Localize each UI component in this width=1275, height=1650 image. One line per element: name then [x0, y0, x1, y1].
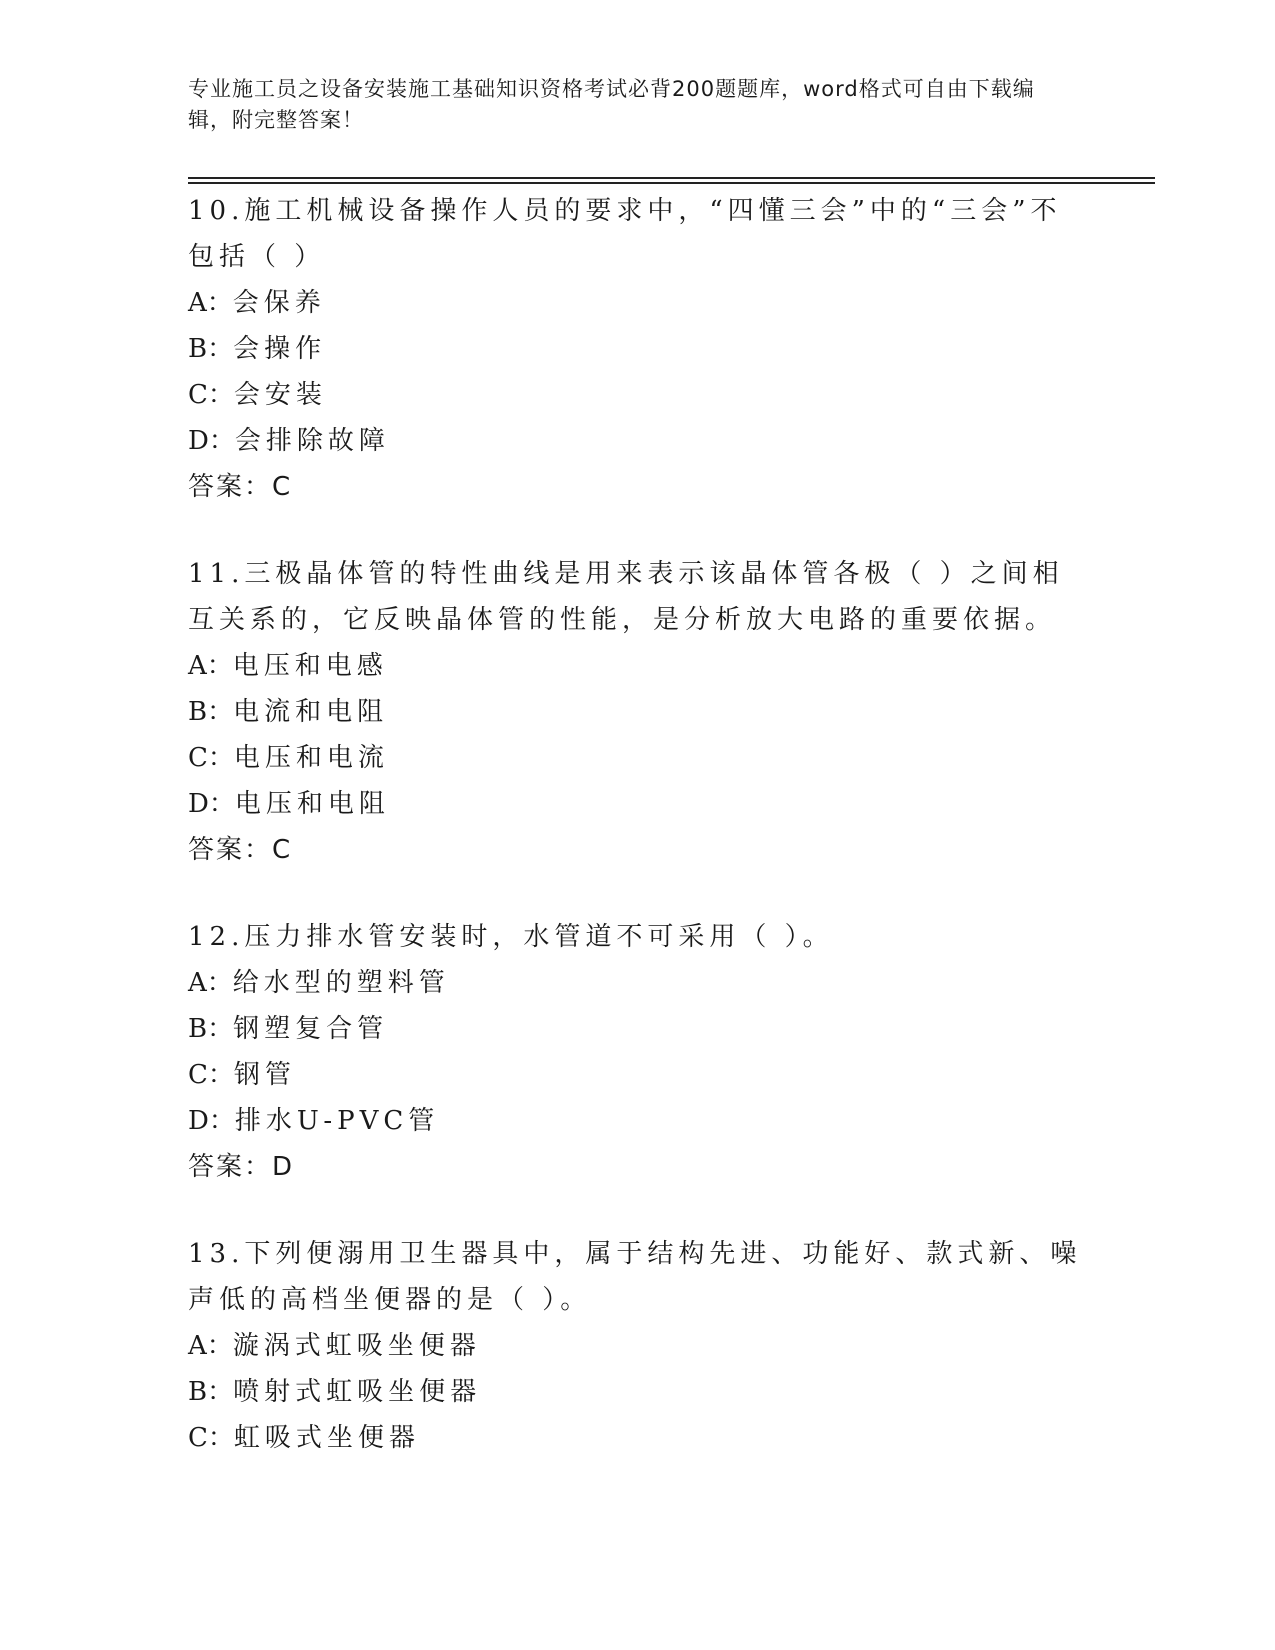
option-key: A： — [188, 1331, 233, 1361]
header-divider-top — [188, 177, 1155, 179]
option-text: 会安装 — [233, 380, 327, 410]
option-d — [188, 781, 1088, 827]
option-key: D： — [188, 426, 235, 456]
question-item — [188, 551, 1088, 873]
option-d — [188, 1098, 1088, 1144]
answer-line: 答案：D — [188, 1152, 295, 1182]
option-c — [188, 735, 1088, 781]
option-a — [188, 960, 1088, 1006]
option-b — [188, 326, 1088, 372]
option-text: 电压和电感 — [232, 651, 388, 681]
option-a — [188, 1323, 1088, 1369]
option-text: 给水型的塑料管 — [232, 968, 450, 998]
option-key: C： — [188, 743, 234, 773]
question-list — [188, 188, 1088, 1502]
option-text: 会保养 — [232, 288, 326, 318]
option-d — [188, 418, 1088, 464]
question-stem: 13.下列便溺用卫生器具中，属于结构先进、功能好、款式新、噪声低的高档坐便器的是（ ）。 — [188, 1239, 1082, 1315]
answer-line: 答案：C — [188, 835, 293, 865]
option-text: 虹吸式坐便器 — [233, 1423, 420, 1453]
header-divider-bottom — [188, 182, 1155, 184]
question-stem: 10.施工机械设备操作人员的要求中，“四懂三会”中的“三会”不包括（ ） — [188, 196, 1062, 272]
option-b — [188, 1006, 1088, 1052]
option-b — [188, 689, 1088, 735]
option-a — [188, 643, 1088, 689]
option-c — [188, 372, 1088, 418]
document-header: 专业施工员之设备安装施工基础知识资格考试必背200题题库，word格式可自由下载编辑，附完整答案！ — [188, 77, 1035, 132]
option-text: 会操作 — [233, 334, 327, 364]
option-key: A： — [188, 288, 233, 318]
option-b — [188, 1369, 1088, 1415]
option-text: 喷射式虹吸坐便器 — [233, 1377, 482, 1407]
option-text: 电压和电阻 — [234, 789, 390, 819]
answer-line: 答案：C — [188, 472, 293, 502]
option-key: A： — [188, 968, 233, 998]
question-item — [188, 188, 1088, 510]
option-text: 会排除故障 — [234, 426, 390, 456]
option-key: B： — [188, 697, 234, 727]
option-key: D： — [188, 789, 235, 819]
option-key: C： — [188, 1060, 234, 1090]
option-text: 钢管 — [233, 1060, 296, 1090]
option-text: 电压和电流 — [233, 743, 389, 773]
option-text: 漩涡式虹吸坐便器 — [232, 1331, 481, 1361]
option-key: B： — [188, 1014, 234, 1044]
question-item — [188, 1231, 1088, 1461]
option-text: 电流和电阻 — [233, 697, 389, 727]
option-key: C： — [188, 1423, 234, 1453]
option-c — [188, 1052, 1088, 1098]
option-key: B： — [188, 1377, 234, 1407]
question-stem: 11.三极晶体管的特性曲线是用来表示该晶体管各极（ ）之间相互关系的，它反映晶体管的性能，是分析放大电路的重要依据。 — [188, 559, 1064, 635]
option-c — [188, 1415, 1088, 1461]
option-text: 钢塑复合管 — [233, 1014, 389, 1044]
option-key: A： — [188, 651, 233, 681]
question-stem: 12.压力排水管安装时，水管道不可采用（ ）。 — [188, 922, 834, 952]
option-key: C： — [188, 380, 234, 410]
option-text: 排水U-PVC管 — [234, 1106, 440, 1136]
option-key: D： — [188, 1106, 235, 1136]
option-key: B： — [188, 334, 234, 364]
option-a — [188, 280, 1088, 326]
question-item — [188, 914, 1088, 1190]
